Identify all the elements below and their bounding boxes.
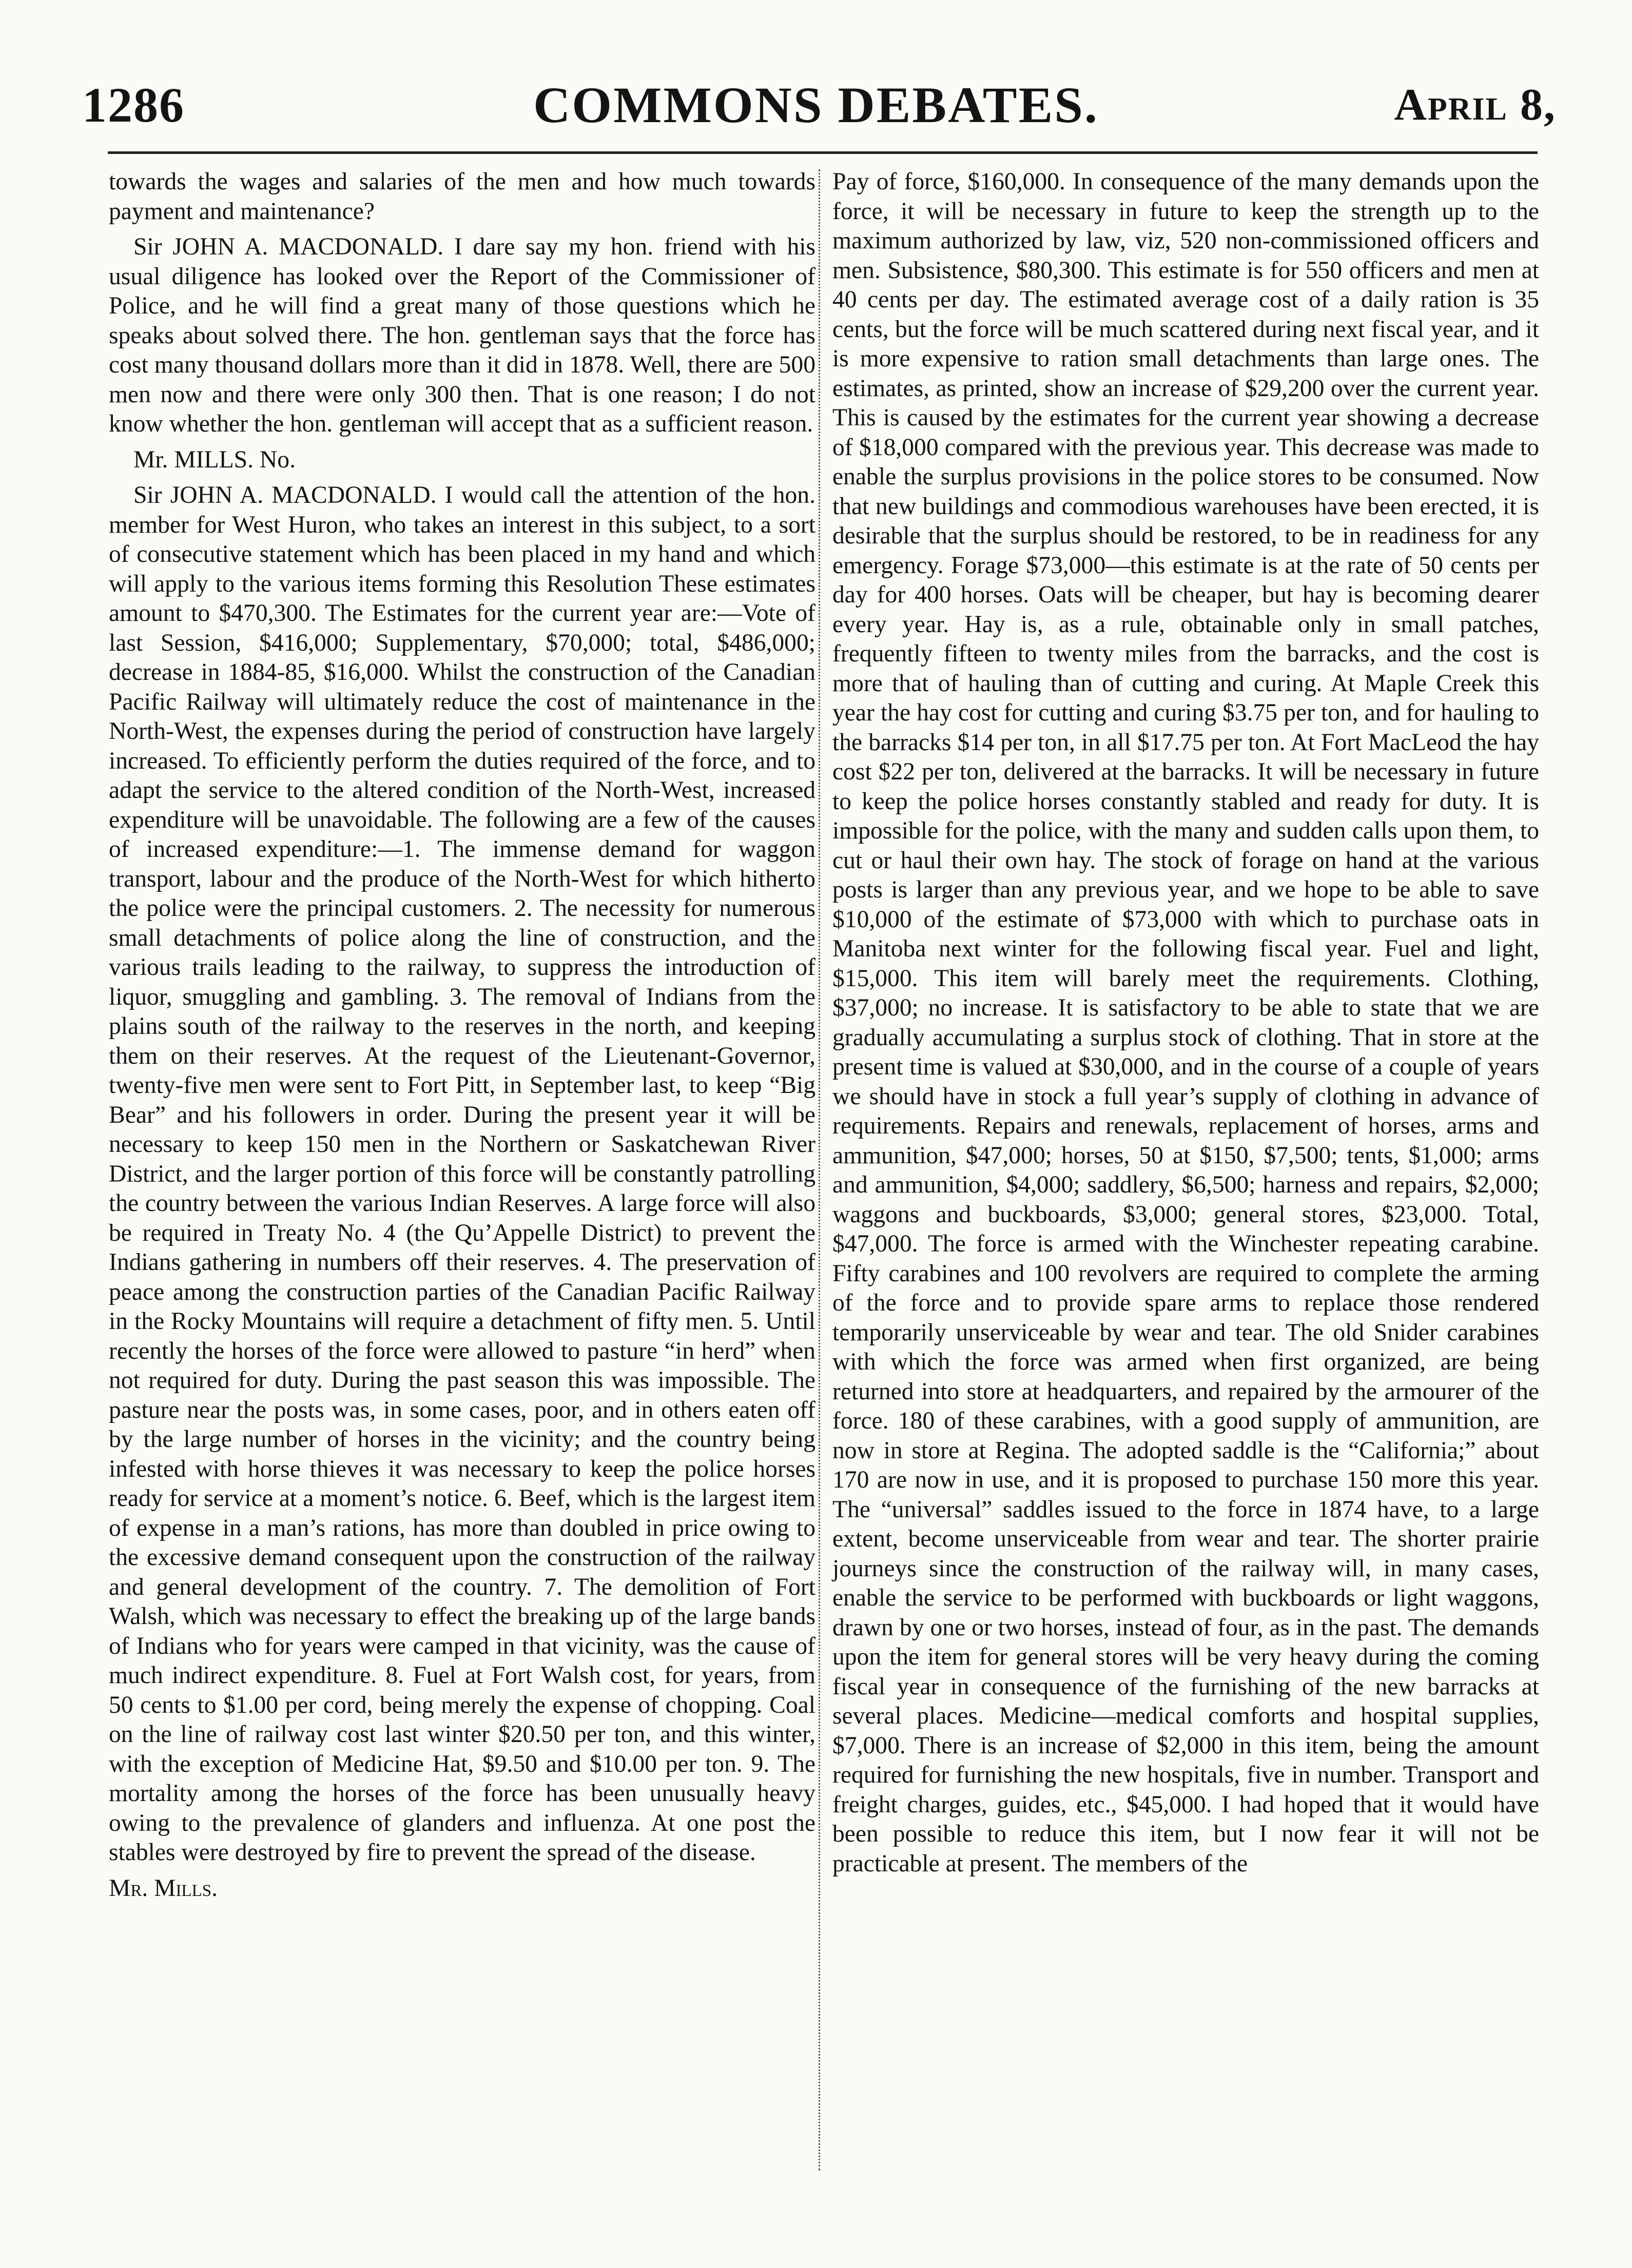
paragraph-text: towards the wages and salaries of the men and how much towards payment and maintenance? <box>109 168 815 225</box>
speaker-name: Sir JOHN A. MACDONALD. <box>133 233 444 260</box>
speaker-name: Mr. MILLS. <box>133 446 254 473</box>
paragraph <box>109 167 815 226</box>
page-number: 1286 <box>82 77 185 132</box>
left-column <box>109 167 815 1909</box>
paragraph-text: I dare say my hon. friend with his usual diligence has looked over the Report of the Commissioner of Police, and he will find a great many of those questions which he speaks about solved there. The hon. gentleman says that the force has cost many thousand dollars more than it did in 1878. Well, there are 500 men now and there were only 300 then. That is one reason; I do not know whether the hon. gentleman will accept that as a sufficient reason. <box>109 233 815 437</box>
paragraph <box>109 481 815 1868</box>
publication-title: COMMONS DEBATES. <box>533 76 1099 133</box>
page-header <box>0 0 1632 154</box>
speaker-name: Sir JOHN A. MACDONALD. <box>133 482 437 509</box>
speaker-signature: Mr. Mills. <box>109 1874 218 1902</box>
column-divider <box>819 169 820 2171</box>
paragraph-text: I would call the attention of the hon. member for West Huron, who takes an interest in this subject, to a sort of consecutive statement which has been placed in my hand and which will apply to the various items forming this Resolution These estimates amount to $470,300. The Estimates for the current year are:—Vote of last Session, $416,000; Supplementary, $70,000; total, $486,000; decrease in 1884-85, $16,000. Whilst the construction of the Canadian Pacific Railway will ultimately reduce the cost of maintenance in the North-West, the expenses during the period of construction have largely increased. To efficiently perform the duties required of the force, and to adapt the service to the altered condition of the North-West, increased expenditure will be unavoidable. The following are a few of the causes of increased expenditure:—1. The immense demand for waggon transport, labour and the produce of the North-West for which hitherto the police were the principal customers. 2. The necessity for numerous small detachments of police along the line of construction, and the various trails leading to the railway, to suppress the introduction of liquor, smuggling and gambling. 3. The removal of Indians from the plains south of the railway to the reserves in the north, and keeping them on their reserves. At the request of the Lieutenant-Governor, twenty-five men were sent to Fort Pitt, in September last, to keep “Big Bear” and his followers in order. During the present year it will be necessary to keep 150 men in the Northern or Saskatchewan River District, and the larger portion of this force will be constantly patrolling the country between the various Indian Reserves. A large force will also be required in Treaty No. 4 (the Qu’Appelle District) to prevent the Indians gathering in numbers off their reserves. 4. The preservation of peace among the construction parties of the Canadian Pacific Railway in the Rocky Mountains will require a detachment of fifty men. 5. Until recently the horses of the force were allowed to pasture “in herd” when not required for duty. During the past season this was impossible. The pasture near the posts was, in some cases, poor, and in others eaten off by the large number of horses in the vicinity; and the country being infested with horse thieves it was necessary to keep the police horses ready for service at a moment’s notice. 6. Beef, which is the largest item of expense in a man’s rations, has more than doubled in price owing to the excessive demand consequent upon the construction of the railway and general development of the country. 7. The demolition of Fort Walsh, which was necessary to effect the breaking up of the large bands of Indians who for years were camped in that vicinity, was the cause of much indirect expenditure. 8. Fuel at Fort Walsh cost, for years, from 50 cents to $1.00 per cord, being merely the expense of chopping. Coal on the line of railway cost last winter $20.50 per ton, and this winter, with the exception of Medicine Hat, $9.50 and $10.00 per ton. 9. The mortality among the horses of the force has been unusually heavy owing to the prevalence of glanders and influenza. At one post the stables were destroyed by fire to prevent the spread of the disease. <box>109 482 815 1866</box>
page-date: April 8, <box>1394 80 1556 130</box>
right-column <box>832 167 1539 1885</box>
paragraph-text: No. <box>254 446 296 473</box>
paragraph <box>109 445 815 475</box>
paragraph-text: Pay of force, $160,000. In consequence of the many demands upon the force, it will be necessary in future to keep the strength up to the maximum authorized by law, viz, 520 non-commissioned officers and men. Subsistence, $80,300. This estimate is for 550 officers and men at 40 cents per day. The estimated average cost of a daily ration is 35 cents, but the force will be much scattered during next fiscal year, and it is more expensive to ration small detachments than large ones. The estimates, as printed, show an increase of $29,200 over the current year. This is caused by the estimates for the current year showing a decrease of $18,000 compared with the previous year. This decrease was made to enable the surplus provisions in the police stores to be consumed. Now that new buildings and commodious warehouses have been erected, it is desirable that the surplus should be restored, to be in readiness for any emergency. Forage $73,000—this estimate is at the rate of 50 cents per day for 400 horses. Oats will be cheaper, but hay is becoming dearer every year. Hay is, as a rule, obtainable only in small patches, frequently fifteen to twenty miles from the barracks, and the cost is more that of hauling than of cutting and curing. At Maple Creek this year the hay cost for cutting and curing $3.75 per ton, and for hauling to the barracks $14 per ton, in all $17.75 per ton. At Fort MacLeod the hay cost $22 per ton, delivered at the barracks. It will be necessary in future to keep the police horses constantly stabled and ready for duty. It is impossible for the police, with the many and sudden calls upon them, to cut or haul their own hay. The stock of forage on hand at the various posts is larger than any previous year, and we hope to be able to save $10,000 of the estimate of $73,000 with which to purchase oats in Manitoba next winter for the following fiscal year. Fuel and light, $15,000. This item will barely meet the requirements. Clothing, $37,000; no increase. It is satisfactory to be able to state that we are gradually accumulating a surplus stock of clothing. That in store at the present time is valued at $30,000, and in the course of a couple of years we should have in stock a full year’s supply of clothing in advance of requirements. Repairs and renewals, replacement of horses, arms and ammunition, $47,000; horses, 50 at $150, $7,500; tents, $1,000; arms and ammunition, $4,000; saddlery, $6,500; harness and repairs, $2,000; waggons and buckboards, $3,000; general stores, $23,000. Total, $47,000. The force is armed with the Winchester repeating carabine. Fifty carabines and 100 revolvers are required to complete the arming of the force and to provide spare arms to replace those rendered temporarily unserviceable by wear and tear. The old Snider carabines with which the force was armed when first organized, are being returned into store at headquarters, and repaired by the armourer of the force. 180 of these carabines, with a good supply of ammunition, are now in store at Regina. The adopted saddle is the “California;” about 170 are now in use, and it is proposed to purchase 150 more this year. The “universal” saddles issued to the force in 1874 have, to a large extent, become unserviceable from wear and tear. The shorter prairie journeys since the construction of the railway will, in many cases, enable the service to be performed with buckboards or light waggons, drawn by one or two horses, instead of four, as in the past. The demands upon the item for general stores will be very heavy during the coming fiscal year in consequence of the furnishing of the new barracks at several places. Medicine—medical comforts and hospital supplies, $7,000. There is an increase of $2,000 in this item, being the amount required for furnishing the new hospitals, five in number. Transport and freight charges, guides, etc., $45,000. I had hoped that it would have been possible to reduce this item, but I now fear it will not be practicable at present. The members of the <box>832 168 1539 1877</box>
header-rule <box>108 151 1538 154</box>
paragraph <box>832 167 1539 1879</box>
paragraph <box>109 232 815 439</box>
